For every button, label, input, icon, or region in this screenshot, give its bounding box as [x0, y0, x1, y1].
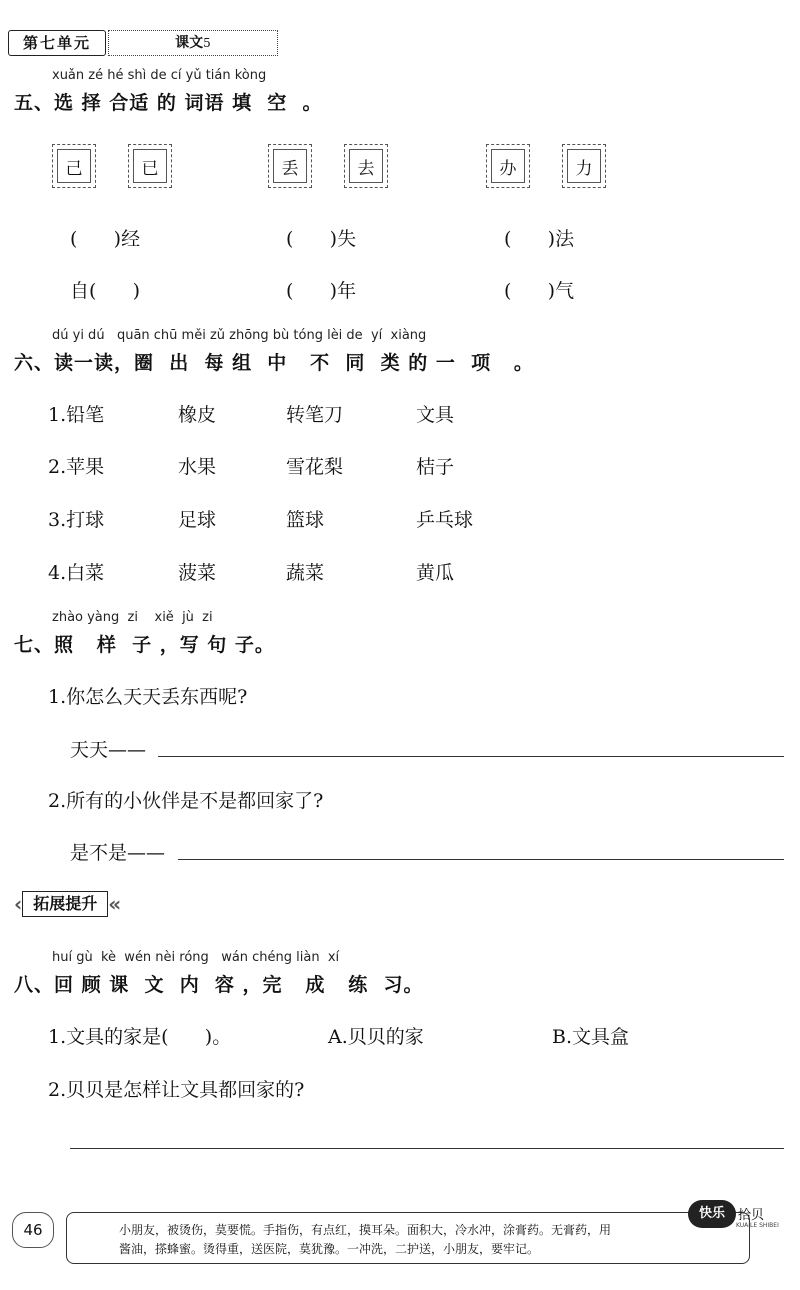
lesson-label: 课文	[175, 35, 204, 51]
char: 已	[133, 149, 167, 183]
char: 办	[491, 149, 525, 183]
word-item[interactable]: 雪花梨	[286, 456, 344, 478]
s5-title: 五、选 择 合适 的 词语 填 空 。	[14, 92, 323, 114]
s7-prompt-2: 是不是——	[70, 842, 166, 864]
char-box	[486, 144, 530, 188]
char-box	[268, 144, 312, 188]
char-box	[52, 144, 96, 188]
s8-question-2: 2.贝贝是怎样让文具都回家的?	[48, 1079, 305, 1101]
s8-pinyin: huí gù kè wén nèi róng wán chéng liàn xí	[52, 950, 340, 965]
lesson-tab	[108, 30, 278, 56]
s6-title: 六、读一读，圈 出 每 组 中 不 同 类 的 一 项 。	[14, 352, 534, 374]
fill-blank[interactable]: ( )法	[504, 228, 575, 250]
word-item[interactable]: 4.白菜	[48, 562, 105, 584]
lesson-number: 5	[203, 36, 211, 50]
fill-blank[interactable]: ( )气	[504, 280, 575, 302]
tip-line: 小朋友，被烫伤，莫要慌。手指伤，有点红，摸耳朵。面积大，冷水冲，涂膏药。无膏药，用	[119, 1223, 612, 1237]
expand-banner	[14, 890, 121, 918]
option-b[interactable]: B.文具盒	[552, 1026, 630, 1048]
char: 丢	[273, 149, 307, 183]
char: 去	[349, 149, 383, 183]
char: 己	[57, 149, 91, 183]
word-item[interactable]: 菠菜	[178, 562, 217, 584]
word-item[interactable]: 3.打球	[48, 509, 105, 531]
answer-line[interactable]	[178, 859, 784, 860]
s7-question-2: 2.所有的小伙伴是不是都回家了?	[48, 790, 324, 812]
unit-tab: 第七单元	[8, 30, 106, 56]
kuaile-badge: 快乐	[688, 1200, 736, 1228]
word-item[interactable]: 1.铅笔	[48, 404, 105, 426]
word-item[interactable]: 转笔刀	[286, 404, 344, 426]
fill-blank[interactable]: ( )经	[70, 228, 141, 250]
s7-question-1: 1.你怎么天天丢东西呢?	[48, 686, 248, 708]
banner-label: 拓展提升	[22, 891, 108, 917]
answer-line[interactable]	[158, 756, 784, 757]
answer-line[interactable]	[70, 1148, 784, 1149]
word-item[interactable]: 水果	[178, 456, 217, 478]
word-item[interactable]: 桔子	[416, 456, 455, 478]
s6-pinyin: dú yi dú quān chū měi zǔ zhōng bù tóng lèi de yí xiàng	[52, 328, 427, 343]
s7-title: 七、照 样 子 ，写 句 子。	[14, 634, 275, 656]
s8-title: 八、回 顾 课 文 内 容 ，完 成 练 习。	[14, 974, 424, 996]
page-number: 46	[12, 1212, 54, 1248]
s8-question-1: 1.文具的家是( )。	[48, 1026, 232, 1048]
s7-prompt-1: 天天——	[70, 739, 147, 761]
s7-pinyin: zhào yàng zi xiě jù zi	[52, 610, 213, 625]
tip-box	[66, 1212, 750, 1264]
word-item[interactable]: 篮球	[286, 509, 325, 531]
double-chevron-left-icon: «	[108, 892, 122, 916]
word-item[interactable]: 橡皮	[178, 404, 217, 426]
word-item[interactable]: 乒乓球	[416, 509, 474, 531]
fill-blank[interactable]: ( )年	[286, 280, 357, 302]
s5-pinyin: xuǎn zé hé shì de cí yǔ tián kòng	[52, 68, 267, 83]
fill-blank[interactable]: 自( )	[70, 280, 141, 302]
fill-blank[interactable]: ( )失	[286, 228, 357, 250]
word-item[interactable]: 文具	[416, 404, 455, 426]
word-item[interactable]: 黄瓜	[416, 562, 455, 584]
badge-side-text: 拾贝	[738, 1208, 765, 1223]
tip-line: 酱油，搽蜂蜜。烫得重，送医院，莫犹豫。一冲洗，二护送，小朋友，要牢记。	[119, 1242, 540, 1256]
option-a[interactable]: A.贝贝的家	[328, 1026, 424, 1048]
char-box	[344, 144, 388, 188]
word-item[interactable]: 2.苹果	[48, 456, 105, 478]
word-item[interactable]: 蔬菜	[286, 562, 325, 584]
chevron-left-icon: ‹	[14, 892, 23, 916]
char-box	[562, 144, 606, 188]
char-box	[128, 144, 172, 188]
char: 力	[567, 149, 601, 183]
word-item[interactable]: 足球	[178, 509, 217, 531]
badge-subtitle: KUAILE SHIBEI	[736, 1222, 779, 1229]
